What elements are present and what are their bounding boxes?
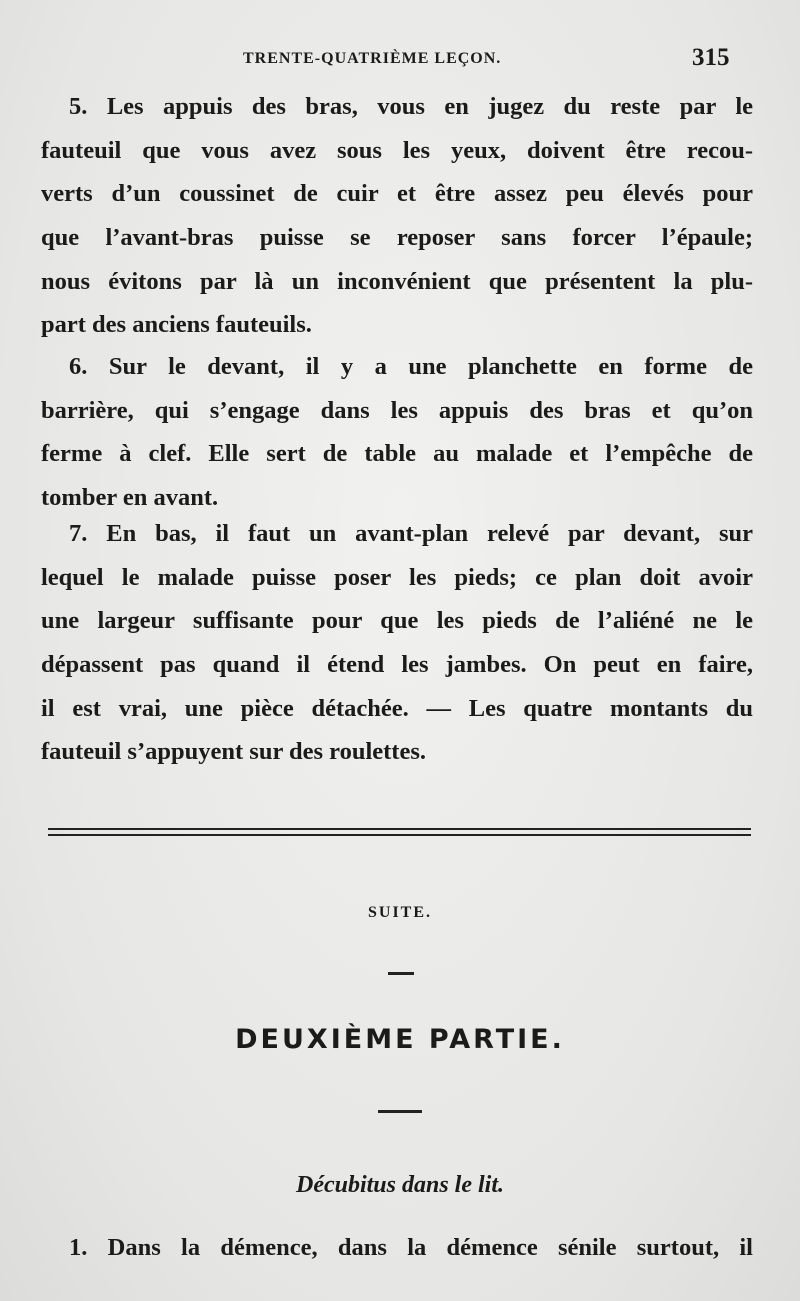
rule-line-bottom: [48, 834, 751, 836]
text-line: lequel le malade puisse poser les pieds; ce plan doit avoir: [41, 563, 753, 591]
text-line: que l’avant-bras puisse se reposer sans forcer l’épaule;: [41, 224, 753, 252]
text-line: ferme à clef. Elle sert de table au malade et l’empêche de: [41, 440, 753, 468]
text-line: il est vrai, une pièce détachée. — Les quatre montants du: [41, 694, 753, 722]
text-line: tomber en avant.: [41, 484, 219, 512]
double-rule-divider: [48, 826, 751, 836]
paragraph-6: [41, 345, 753, 520]
page-number: 315: [692, 44, 730, 71]
text-line: une largeur suffisante pour que les pieds de l’aliéné ne le: [41, 607, 753, 635]
text-line: fauteuil s’appuyent sur des roulettes.: [41, 738, 427, 766]
short-rule-divider: [388, 972, 414, 975]
part-title: DEUXIÈME PARTIE.: [235, 1024, 565, 1055]
short-rule-divider: [378, 1110, 422, 1113]
paragraph-1: [41, 1226, 753, 1270]
text-line: fauteuil que vous avez sous les yeux, doivent être recou-: [41, 136, 753, 164]
suite-label: SUITE.: [367, 904, 433, 921]
paragraph-7: [41, 512, 753, 774]
text-line: 6. Sur le devant, il y a une planchette en forme de: [69, 353, 753, 380]
rule-line-top: [48, 828, 751, 830]
text-line: 1. Dans la démence, dans la démence sénile surtout, il: [69, 1234, 753, 1261]
paragraph-5: [41, 85, 753, 347]
text-line: part des anciens fauteuils.: [41, 311, 312, 339]
text-line: 7. En bas, il faut un avant-plan relevé par devant, sur: [69, 520, 753, 547]
section-title: Décubitus dans le lit.: [295, 1172, 505, 1198]
text-line: nous évitons par là un inconvénient que présentent la plu-: [41, 267, 753, 295]
text-line: dépassent pas quand il étend les jambes. On peut en faire,: [41, 651, 753, 679]
text-line: verts d’un coussinet de cuir et être assez peu élevés pour: [41, 180, 753, 208]
text-line: barrière, qui s’engage dans les appuis des bras et qu’on: [41, 396, 753, 424]
running-head: [0, 44, 800, 74]
running-title: TRENTE-QUATRIÈME LEÇON.: [243, 50, 502, 67]
text-line: 5. Les appuis des bras, vous en jugez du reste par le: [69, 93, 753, 120]
